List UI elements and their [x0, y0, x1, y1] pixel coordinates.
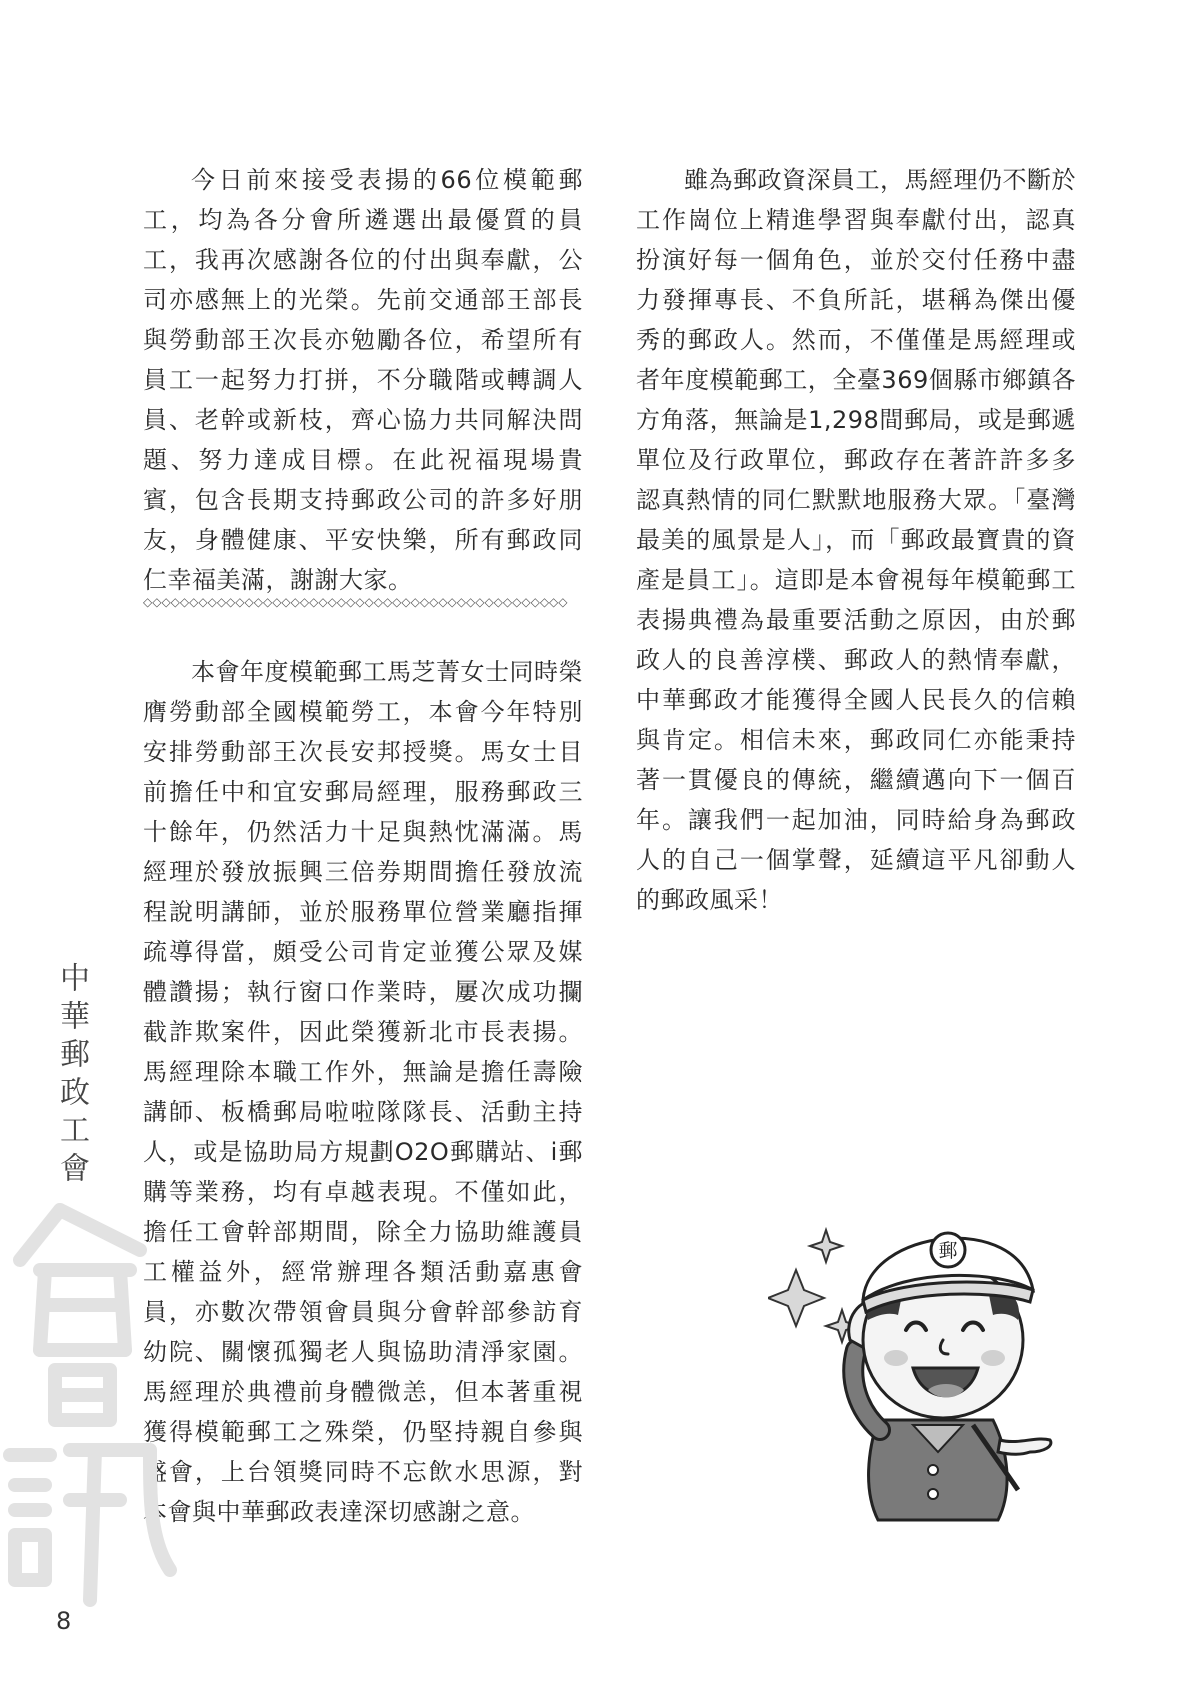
diamond-divider: ◇◇◇◇◇◇◇◇◇◇◇◇◇◇◇◇◇◇◇◇◇◇◇◇◇◇◇◇◇◇◇◇◇◇◇◇◇◇◇◇◇◇◇◇◇◇ [143, 595, 568, 609]
post-badge-text: 郵 [938, 1240, 958, 1262]
paragraph-model-worker: 本會年度模範郵工馬芝菁女士同時榮膺勞動部全國模範勞工，本會今年特別安排勞動部王次長安邦授獎。馬女士目前擔任中和宜安郵局經理，服務郵政三十餘年，仍然活力十足與熱忱滿滿。馬經理於發放振興三倍券期間擔任發放流程說明講師，並於服務單位營業廳指揮疏導得當，頗受公司肯定並獲公眾及媒體讚揚；執行窗口作業時，屢次成功攔截詐欺案件，因此榮獲新北市長表揚。馬經理除本職工作外，無論是擔任壽險講師、板橋郵局啦啦隊隊長、活動主持人，或是協助局方規劃O2O郵購站、i郵購等業務，均有卓越表現。不僅如此，擔任工會幹部期間，除全力協助維護員工權益外，經常辦理各類活動嘉惠會員，亦數次帶領會員與分會幹部參訪育幼院、關懷孤獨老人與協助清淨家園。馬經理於典禮前身體微恙，但本著重視獲得模範郵工之殊榮，仍堅持親自參與盛會，上台領獎同時不忘飲水思源，對本會與中華郵政表達深切感謝之意。 [143, 658, 583, 1526]
side-title: 中華郵政工會 [54, 962, 89, 1190]
left-column-bottom [143, 652, 583, 1532]
right-column [636, 160, 1076, 920]
sparkle-icon [768, 1230, 858, 1342]
left-column-top [143, 160, 583, 600]
watermark-calligraphy [0, 1200, 180, 1620]
paragraph-greeting: 今日前來接受表揚的66位模範郵工，均為各分會所遴選出最優質的員工，我再次感謝各位的付出與奉獻，公司亦感無上的光榮。先前交通部王部長與勞動部王次長亦勉勵各位，希望所有員工一起努力打拼，不分職階或轉調人員、老幹或新枝，齊心協力共同解決問題、努力達成目標。在此祝福現場貴賓，包含長期支持郵政公司的許多好朋友，身體健康、平安快樂，所有郵政同仁幸福美滿，謝謝大家。 [143, 166, 583, 594]
page-number: 8 [56, 1607, 72, 1635]
paragraph-conclusion: 雖為郵政資深員工，馬經理仍不斷於工作崗位上精進學習與奉獻付出，認真扮演好每一個角色，並於交付任務中盡力發揮專長、不負所託，堪稱為傑出優秀的郵政人。然而，不僅僅是馬經理或者年度模範郵工，全臺369個縣市鄉鎮各方角落，無論是1,298間郵局，或是郵遞單位及行政單位，郵政存在著許許多多認真熱情的同仁默默地服務大眾。「臺灣最美的風景是人」，而「郵政最寶貴的資產是員工」。這即是本會視每年模範郵工表揚典禮為最重要活動之原因，由於郵政人的良善淳樸、郵政人的熱情奉獻，中華郵政才能獲得全國人民長久的信賴與肯定。相信未來，郵政同仁亦能秉持著一貫優良的傳統，繼續邁向下一個百年。讓我們一起加油，同時給身為郵政人的自己一個掌聲，延續這平凡卻動人的郵政風采！ [636, 166, 1076, 914]
mascot-illustration [768, 1190, 1068, 1530]
